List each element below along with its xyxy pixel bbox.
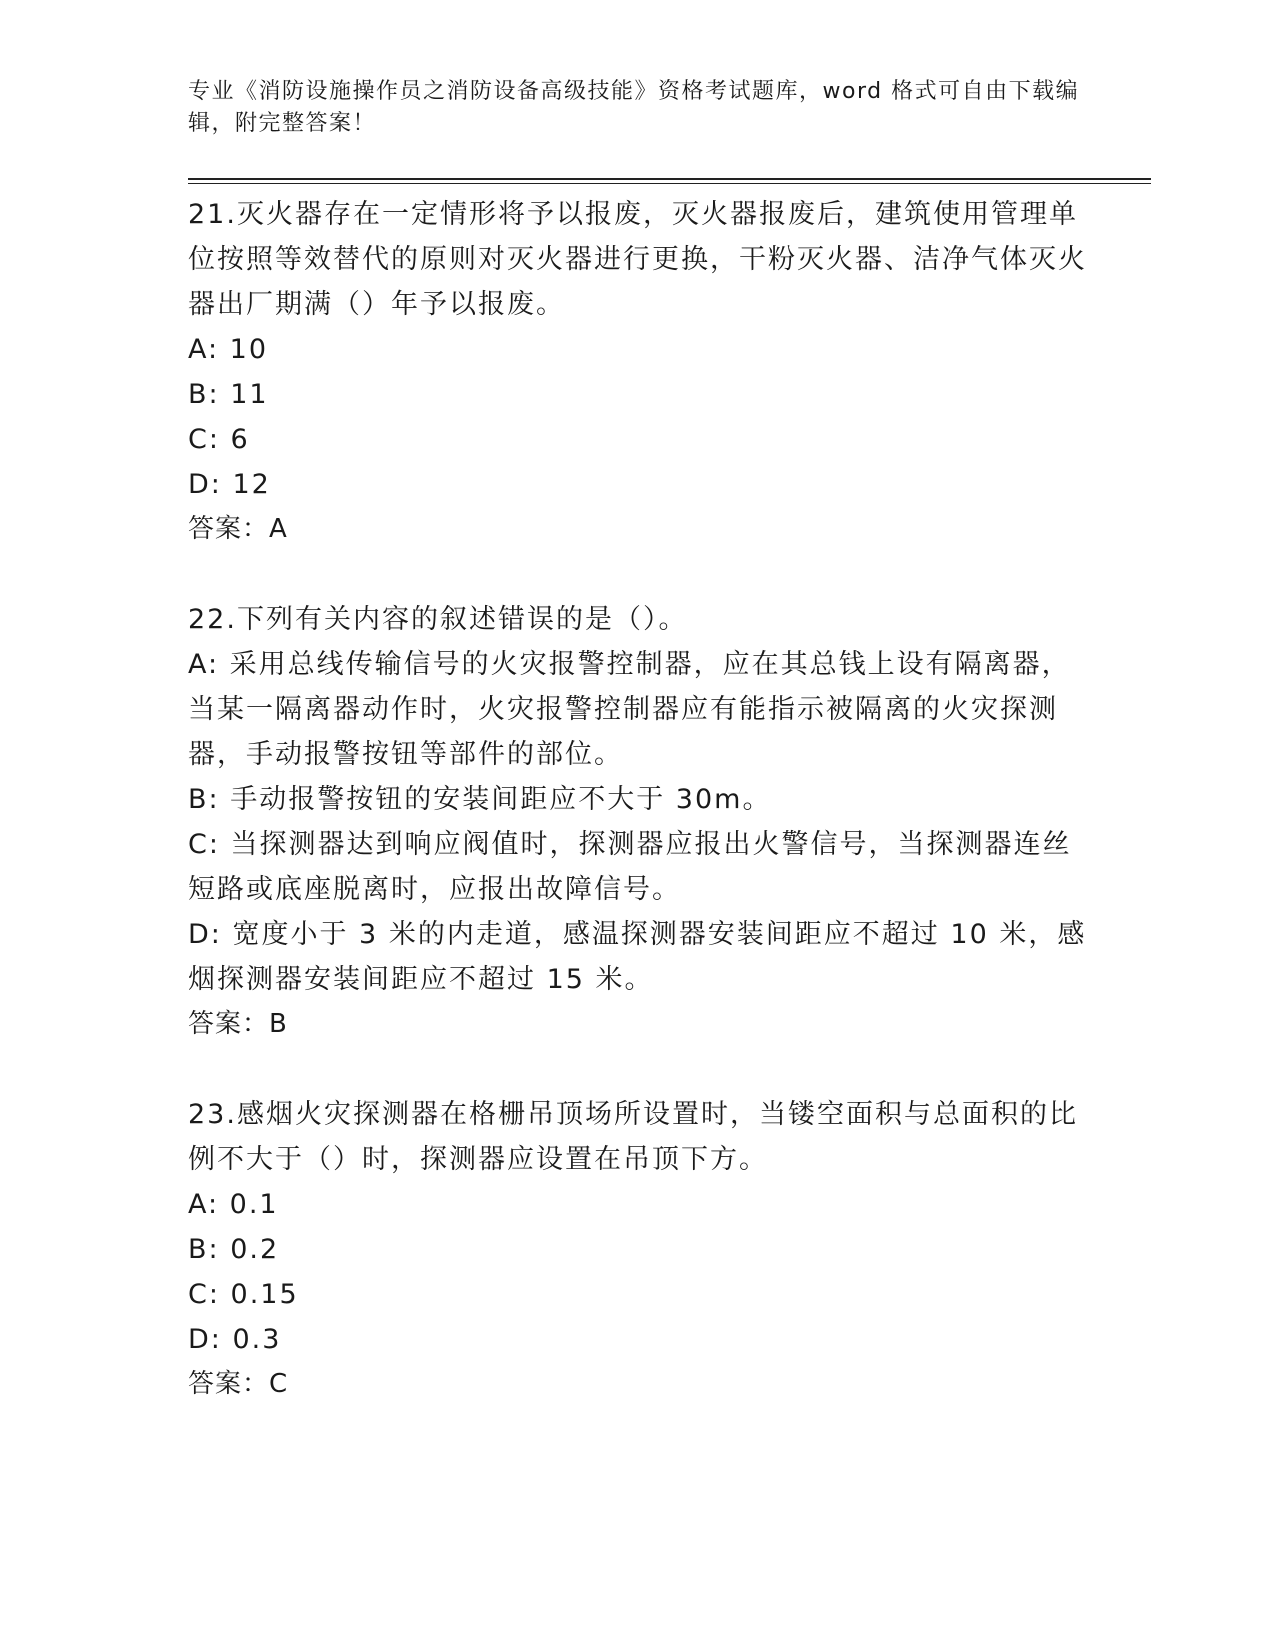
option-c: C: 6 (188, 424, 250, 455)
header-rule-thin (188, 183, 1151, 184)
option-b: B: 手动报警按钮的安装间距应不大于 30m。 (188, 784, 772, 815)
option-d: D: 宽度小于 3 米的内走道，感温探测器安装间距应不超过 10 米，感烟探测器安装间距应不超过 15 米。 (188, 919, 1087, 995)
option-a: A: 采用总线传输信号的火灾报警控制器，应在其总钱上设有隔离器，当某一隔离器动作时，火灾报警控制器应有能指示被隔离的火灾探测器，手动报警按钮等部件的部位。 (188, 649, 1071, 770)
question-text: 21.灭火器存在一定情形将予以报废，灭火器报废后，建筑使用管理单位按照等效替代的原则对灭火器进行更换，干粉灭火器、洁净气体灭火器出厂期满（）年予以报废。 (188, 199, 1087, 320)
option-a: A: 10 (188, 334, 269, 365)
option-d: D: 0.3 (188, 1324, 282, 1355)
option-c: C: 当探测器达到响应阀值时，探测器应报出火警信号，当探测器连丝短路或底座脱离时，应报出故障信号。 (188, 829, 1072, 905)
question-23 (188, 1092, 1088, 1407)
question-21 (188, 192, 1088, 552)
question-list (188, 192, 1088, 1407)
question-text: 23.感烟火灾探测器在格栅吊顶场所设置时，当镂空面积与总面积的比例不大于（）时，探测器应设置在吊顶下方。 (188, 1099, 1078, 1175)
option-b: B: 11 (188, 379, 269, 410)
answer-label: 答案：B (188, 1009, 288, 1039)
option-d: D: 12 (188, 469, 271, 500)
document-header: 专业《消防设施操作员之消防设备高级技能》资格考试题库，word 格式可自由下载编辑，附完整答案！ (188, 79, 1080, 136)
question-22 (188, 597, 1088, 1047)
question-text: 22.下列有关内容的叙述错误的是（）。 (188, 604, 688, 635)
answer-label: 答案：C (188, 1369, 289, 1399)
option-b: B: 0.2 (188, 1234, 280, 1265)
header-rule-thick (188, 178, 1151, 180)
answer-label: 答案：A (188, 514, 288, 544)
option-c: C: 0.15 (188, 1279, 299, 1310)
option-a: A: 0.1 (188, 1189, 279, 1220)
